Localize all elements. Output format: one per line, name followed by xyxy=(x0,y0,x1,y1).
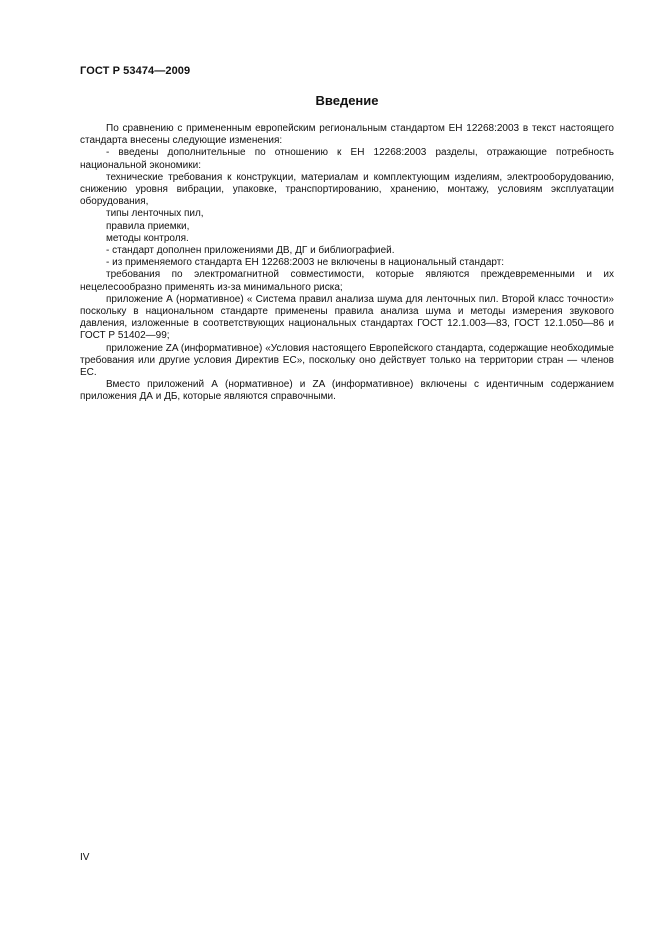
paragraph: Вместо приложений А (нормативное) и ZA (информативное) включены с идентичным содержанием приложения ДА и ДБ, которые являются справочными. xyxy=(80,379,614,403)
paragraph: - из применяемого стандарта ЕН 12268:2003 не включены в национальный стандарт: xyxy=(106,257,505,269)
paragraph: приложение ZA (информативное) «Условия настоящего Европейского стандарта, содержащие необходимые требования или другие условия Директив ЕС», поскольку оно действует только на территории стран — членов ЕС. xyxy=(80,342,614,379)
page-number: IV xyxy=(80,852,90,863)
paragraph: приложение А (нормативное) « Система правил анализа шума для ленточных пил. Второй класс точности» поскольку в национальном стандарте применены правила анализа шума и методы измерения звукового давления, изложенные в соответствующих национальных стандартах ГОСТ 12.1.003—83, ГОСТ 12.1.050—86 и ГОСТ Р 51402—99; xyxy=(80,293,614,342)
section-body xyxy=(80,123,614,404)
paragraph: правила приемки, xyxy=(106,220,190,232)
paragraph: - введены дополнительные по отношению к ЕН 12268:2003 разделы, отражающие потребность национальной экономики: xyxy=(80,147,614,171)
section-title: Введение xyxy=(315,93,379,108)
paragraph: По сравнению с примененным европейским региональным стандартом ЕН 12268:2003 в текст настоящего стандарта внесены следующие изменения: xyxy=(80,123,614,147)
paragraph: технические требования к конструкции, материалам и комплектующим изделиям, электрооборудованию, снижению уровня вибрации, упаковке, транспортированию, хранению, монтажу, условиям эксплуатации оборудования, xyxy=(80,171,614,208)
document-header-standard-id: ГОСТ Р 53474—2009 xyxy=(80,65,191,77)
paragraph: методы контроля. xyxy=(106,232,189,244)
paragraph: типы ленточных пил, xyxy=(106,208,204,220)
paragraph: требования по электромагнитной совместимости, которые являются преждевременными и их нецелесообразно применять из-за минимального риска; xyxy=(80,269,614,293)
paragraph: - стандарт дополнен приложениями ДВ, ДГ и библиографией. xyxy=(106,245,395,257)
